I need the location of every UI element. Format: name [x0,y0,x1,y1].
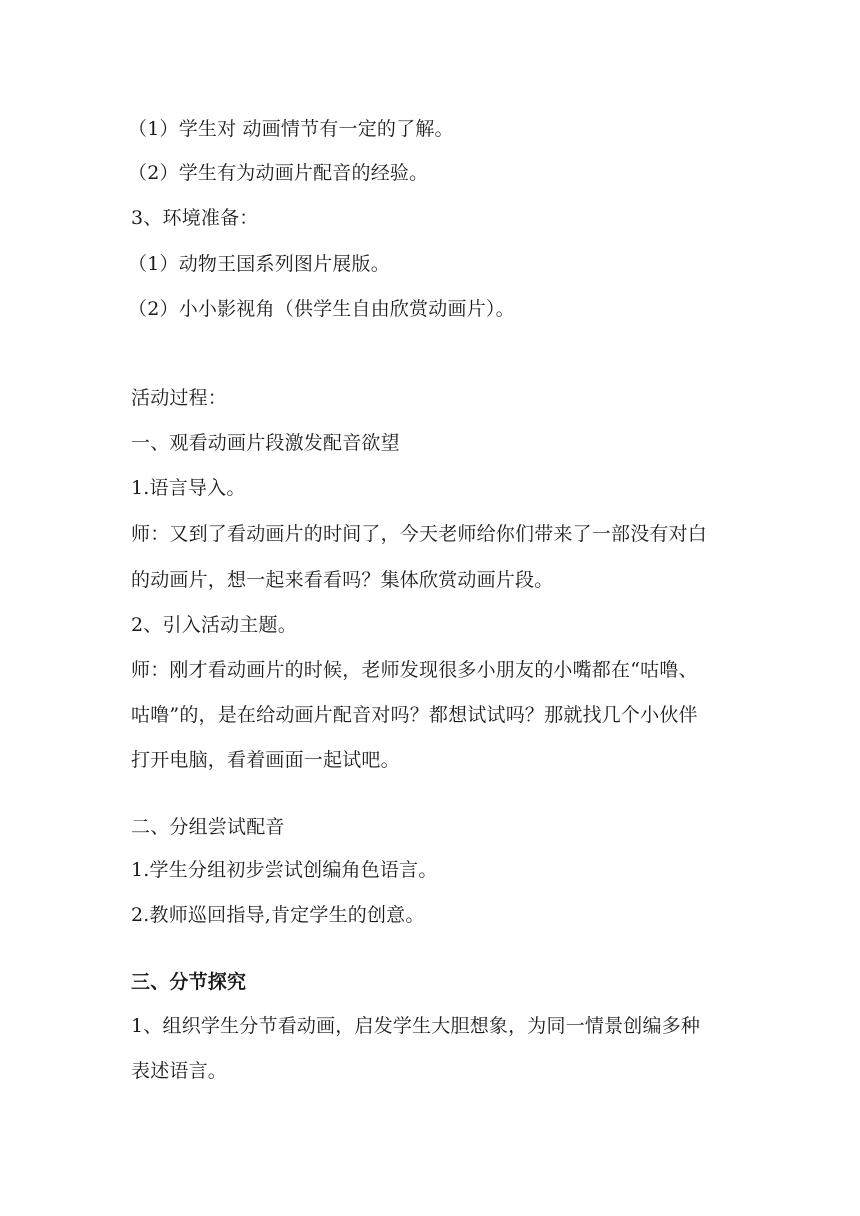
prep-item-1: （1）学生对 动画情节有一定的了解。 [128,118,454,140]
environment-item-2: （2）小小影视角（供学生自由欣赏动画片）。 [128,298,515,320]
teacher-speech-2-line-1: 师：刚才看动画片的时候，老师发现很多小朋友的小嘴都在“咕噜、 [131,659,698,681]
step-language-intro: 1.语言导入。 [131,477,246,499]
section-three-step-1-line-1: 1、组织学生分节看动画，启发学生大胆想象，为同一情景创编多种 [131,1015,701,1037]
section-two-step-2: 2.教师巡回指导,肯定学生的创意。 [131,904,425,926]
section-two-step-1: 1.学生分组初步尝试创编角色语言。 [131,859,438,881]
section-three-step-1-line-2: 表述语言。 [131,1060,228,1082]
section-one-heading: 一、观看动画片段激发配音欲望 [131,432,400,454]
teacher-speech-2-line-2: 咕噜”的，是在给动画片配音对吗？都想试试吗？那就找几个小伙伴 [131,704,698,726]
teacher-speech-2-line-3: 打开电脑，看着画面一起试吧。 [131,749,400,771]
teacher-speech-1-line-2: 的动画片，想一起来看看吗？集体欣赏动画片段。 [131,569,554,591]
teacher-speech-1-line-1: 师：又到了看动画片的时间了，今天老师给你们带来了一部没有对白 [131,523,708,545]
step-introduce-theme: 2、引入活动主题。 [131,614,297,636]
environment-item-1: （1）动物王国系列图片展版。 [128,253,390,275]
environment-heading: 3、环境准备： [131,207,259,229]
activity-process-heading: 活动过程： [131,387,228,409]
prep-item-2: （2）学生有为动画片配音的经验。 [128,162,429,184]
section-three-heading: 三、分节探究 [131,971,247,993]
section-two-heading: 二、分组尝试配音 [131,816,285,838]
